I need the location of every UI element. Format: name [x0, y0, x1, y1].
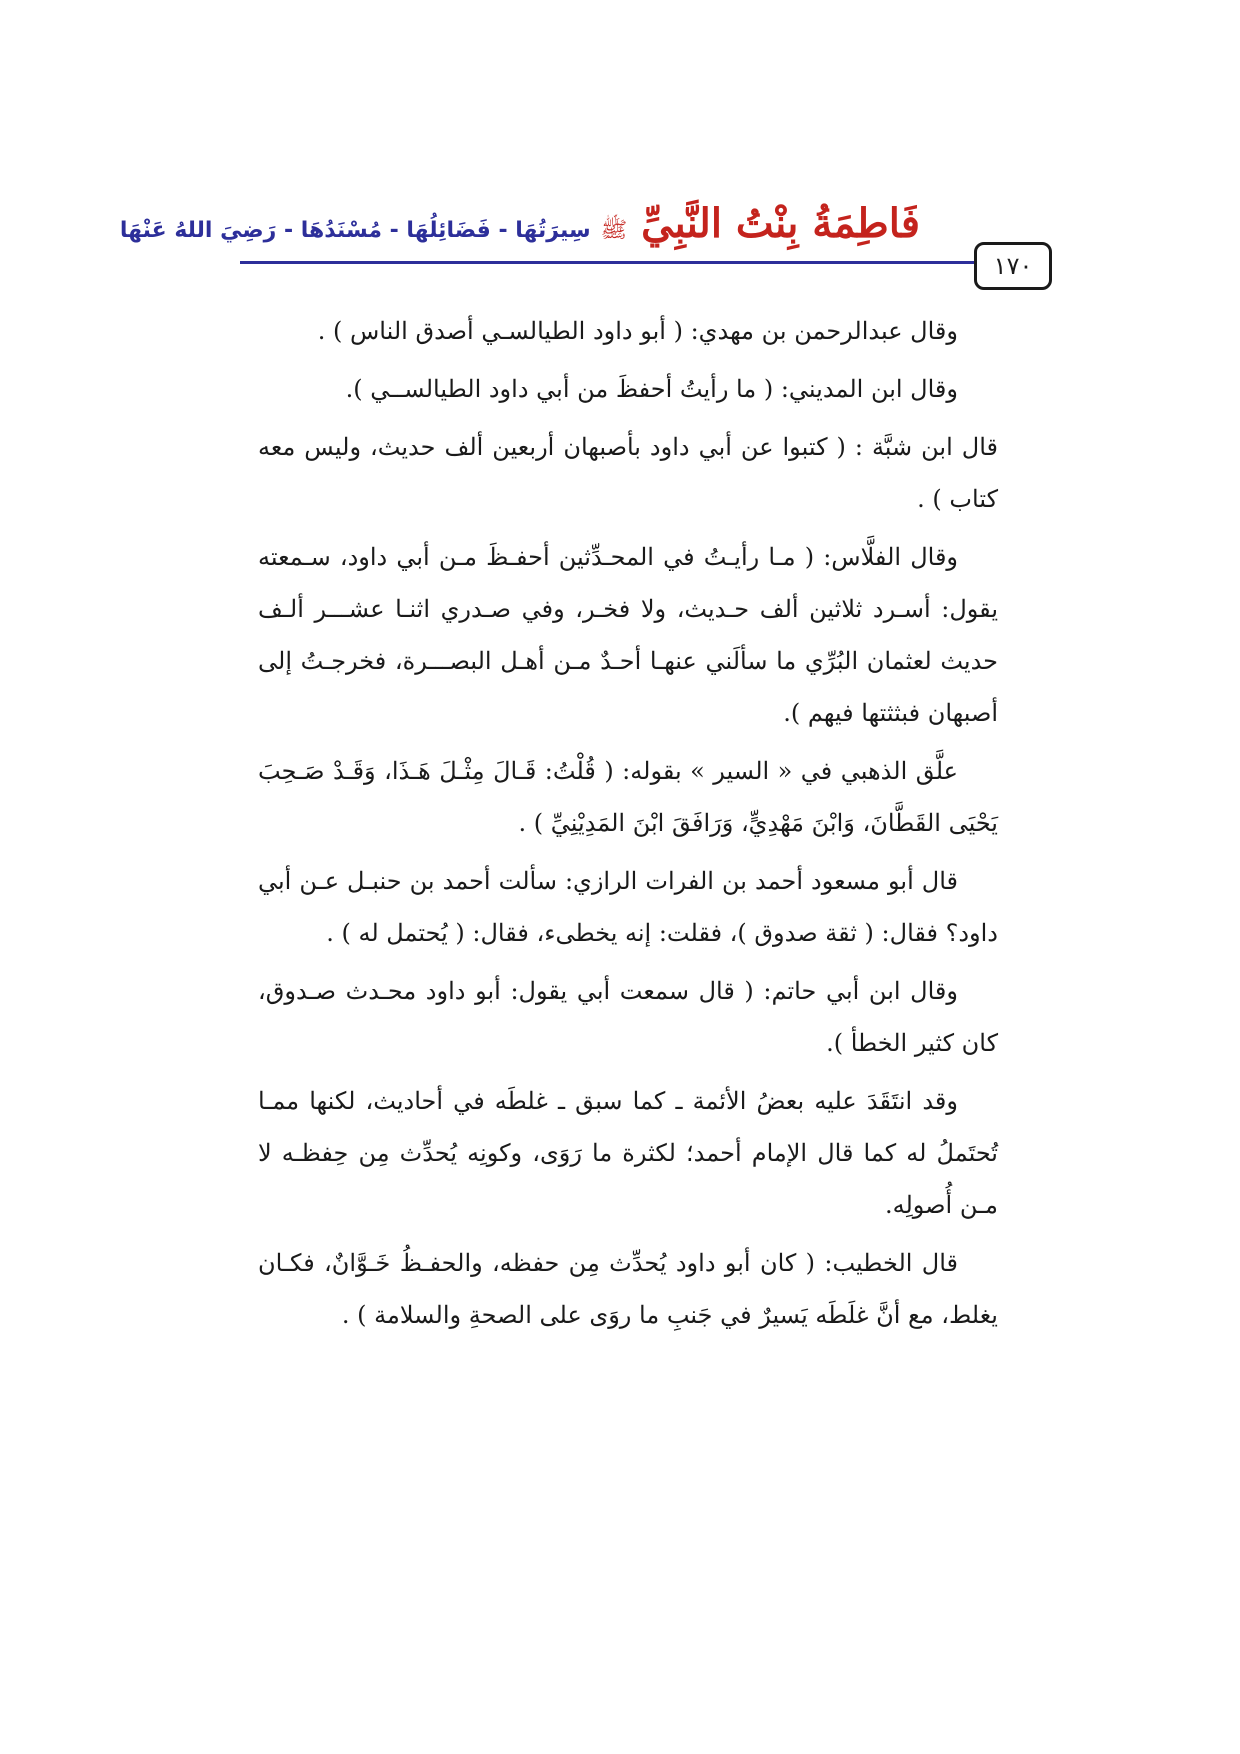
paragraph: قال ابن شبَّة : ( كتبوا عن أبي داود بأصبهان أربعين ألف حديث، وليس معه كتاب ) . — [258, 433, 998, 513]
honorific-mark: ﷺ — [600, 218, 628, 243]
paragraph: وقال الفلَّاس: ( مـا رأيـتُ في المحـدِّثين أحفـظَ مـن أبي داود، سـمعته يقول: أسـرد ثلاثين ألف حـديث، ولا فخـر، وفي صـدري اثنـا عشـــر ألـف حديث لعثمان البُرِّي ما سألَني عنهـا أحـدٌ مـن أهـل البصـــرة، فخرجـتُ إلى أصبهان فبثثتها فيهم ). — [258, 543, 998, 727]
paragraph: قال الخطيب: ( كان أبو داود يُحدِّث مِن حفظه، والحفـظُ خَـوَّانٌ، فكـان يغلط، مع أنَّ غلَطَه يَسيرٌ في جَنبِ ما روَى على الصحةِ والسلامة ) . — [258, 1249, 998, 1329]
header-divider — [240, 261, 1020, 264]
book-subtitle: سِيرَتُهَا - فَضَائِلُهَا - مُسْنَدُهَا - رَضِيَ اللهُ عَنْهَا — [119, 218, 591, 243]
paragraph: علَّق الذهبي في « السير » بقوله: ( قُلْتُ: قَـالَ مِثْـلَ هَـذَا، وَقَـدْ صَـحِبَ يَحْيَى القَطَّانَ، وَابْنَ مَهْدِيٍّ، وَرَافَقَ ابْنَ المَدِيْنِيِّ ) . — [258, 757, 998, 837]
paragraph: وقال ابن أبي حاتم: ( قال سمعت أبي يقول: أبو داود محـدث صـدوق، كان كثير الخطأ ). — [258, 977, 998, 1057]
paragraph: وقال عبدالرحمن بن مهدي: ( أبو داود الطيالسـي أصدق الناس ) . — [317, 317, 958, 345]
paragraph: وقد انتَقَدَ عليه بعضُ الأئمة ـ كما سبق ـ غلطَه في أحاديث، لكنها ممـا تُحتَملُ له كما قال الإمام أحمد؛ لكثرة ما رَوَى، وكونِه يُحدِّث مِن حِفظـه لا مـن أُصولِه. — [258, 1087, 998, 1219]
running-title — [120, 200, 920, 248]
page-number: ١٧٠ — [974, 242, 1052, 290]
paragraph: قال أبو مسعود أحمد بن الفرات الرازي: سألت أحمد بن حنبـل عـن أبي داود؟ فقال: ( ثقة صدوق )، فقلت: إنه يخطىء، فقال: ( يُحتمل له ) . — [258, 867, 998, 947]
page-header — [119, 200, 1033, 290]
page-body — [258, 305, 998, 1347]
paragraph: وقال ابن المديني: ( ما رأيتُ أحفظَ من أبي داود الطيالســي ). — [345, 375, 958, 403]
book-title: فَاطِمَةُ بِنْتُ النَّبِيِّ — [641, 200, 920, 247]
